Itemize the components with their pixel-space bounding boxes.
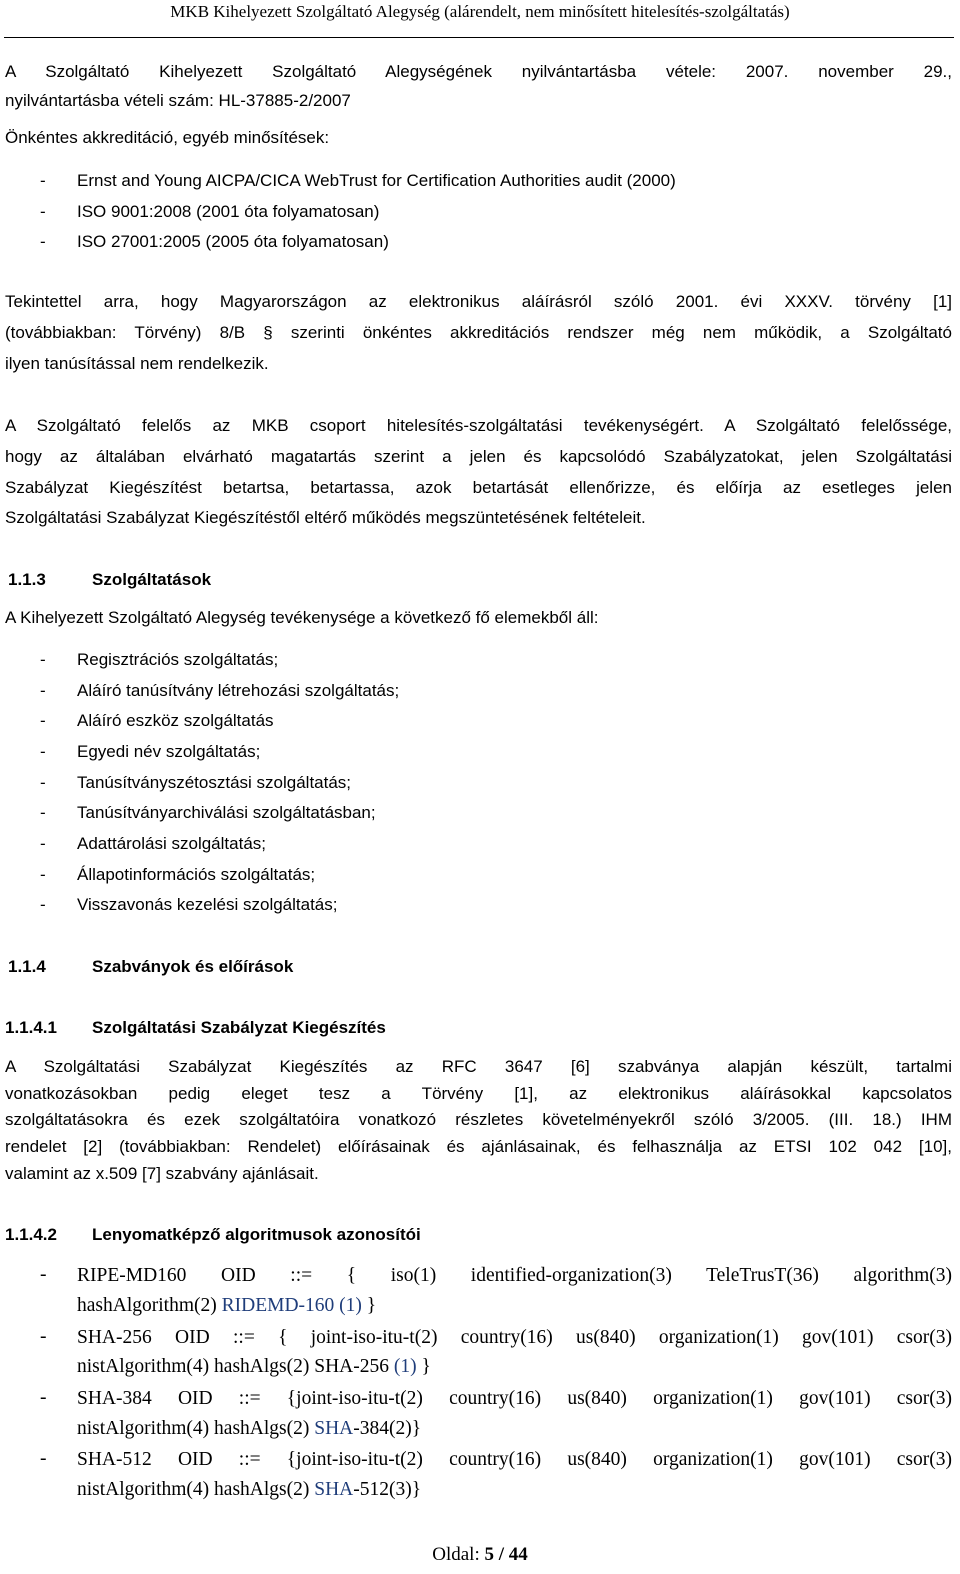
section-113-number: 1.1.3 xyxy=(8,570,46,589)
responsibility-paragraph-line-2: hogy az általában elvárható magatartás szerint a jelen és kapcsolódó Szabályzatokat, jelen Szolgáltatási xyxy=(5,447,952,466)
section-113-intro: A Kihelyezett Szolgáltató Alegység tevékenysége a következő fő elemekből áll: xyxy=(5,608,599,627)
section-1141-title: Szolgáltatási Szabályzat Kiegészítés xyxy=(92,1018,386,1037)
list-dash: - xyxy=(40,773,46,792)
page-footer xyxy=(0,1544,960,1566)
oid-name: SHA-256 xyxy=(77,1327,152,1348)
oid-highlight: SHA xyxy=(314,1479,354,1500)
section-114-number: 1.1.4 xyxy=(8,957,46,976)
oid-entry-line-1 xyxy=(77,1388,952,1410)
list-dash: - xyxy=(40,895,46,914)
list-dash: - xyxy=(40,171,46,190)
oid-path: nistAlgorithm(4) hashAlgs(2) SHA-256 xyxy=(77,1356,394,1377)
accreditation-item: Ernst and Young AICPA/CICA WebTrust for Certification Authorities audit (2000) xyxy=(77,171,676,190)
service-item: Tanúsítványszétosztási szolgáltatás; xyxy=(77,773,352,792)
oid-entry-line-1 xyxy=(77,1449,952,1471)
oid-highlight: RIDEMD-160 (1) xyxy=(221,1295,362,1316)
oid-entry-line-1 xyxy=(77,1265,952,1287)
list-dash: - xyxy=(40,232,46,251)
law-paragraph-line-1: Tekintettel arra, hogy Magyarországon az elektronikus aláírásról szóló 2001. évi XXXV. törvény [1] xyxy=(5,292,952,311)
oid-path: hashAlgorithm(2) xyxy=(77,1295,222,1316)
page-number: 5 / 44 xyxy=(484,1544,528,1565)
responsibility-paragraph-line-4: Szolgáltatási Szabályzat Kiegészítéstől eltérő működés megszüntetésének feltételeit. xyxy=(5,508,646,527)
list-dash: - xyxy=(40,1326,47,1347)
section-1141-line-2: vonatkozásokban pedig eleget tesz a Törvény [1], az elektronikus aláírásokkal kapcsolatos xyxy=(5,1084,952,1103)
intro-line-2: nyilvántartásba vételi szám: HL-37885-2/2007 xyxy=(5,91,351,110)
section-1141-line-4: rendelet [2] (továbbiakban: Rendelet) előírásainak és ajánlásainak, és felhasználja az ETSI 102 042 [10], xyxy=(5,1137,952,1156)
section-1142-number: 1.1.4.2 xyxy=(5,1225,57,1244)
list-dash: - xyxy=(40,1387,47,1408)
responsibility-paragraph-line-1: A Szolgáltató felelős az MKB csoport hitelesítés-szolgáltatási tevékenységért. A Szolgáltató felelőssége, xyxy=(5,416,952,435)
footer-label: Oldal: xyxy=(432,1544,480,1565)
list-dash: - xyxy=(40,202,46,221)
service-item: Állapotinformációs szolgáltatás; xyxy=(77,865,316,884)
list-dash: - xyxy=(40,865,46,884)
accreditation-heading: Önkéntes akkreditáció, egyéb minősítések: xyxy=(5,128,330,147)
oid-definition: OID ::= {joint-iso-itu-t(2) country(16) us(840) organization(1) gov(101) csor(3) xyxy=(177,1449,952,1470)
section-1142-title: Lenyomatképző algoritmusok azonosítói xyxy=(92,1225,421,1244)
section-1141-line-1: A Szolgáltatási Szabályzat Kiegészítés az RFC 3647 [6] szabványa alapján készült, tartalmi xyxy=(5,1057,952,1076)
law-paragraph-line-3: ilyen tanúsítással nem rendelkezik. xyxy=(5,354,269,373)
accreditation-item: ISO 9001:2008 (2001 óta folyamatosan) xyxy=(77,202,380,221)
intro-line-1: A Szolgáltató Kihelyezett Szolgáltató Alegységének nyilvántartásba vétele: 2007. november 29., xyxy=(5,62,952,81)
service-item: Tanúsítványarchiválási szolgáltatásban; xyxy=(77,803,376,822)
running-header: MKB Kihelyezett Szolgáltató Alegység (alárendelt, nem minősített hitelesítés-szolgáltatás) xyxy=(170,2,790,21)
section-1141-number: 1.1.4.1 xyxy=(5,1018,57,1037)
oid-entry-line-1 xyxy=(77,1327,952,1349)
oid-name: SHA-384 xyxy=(77,1388,152,1409)
oid-path: nistAlgorithm(4) hashAlgs(2) xyxy=(77,1479,315,1500)
service-item: Aláíró eszköz szolgáltatás xyxy=(77,711,274,730)
list-dash: - xyxy=(40,1448,47,1469)
responsibility-paragraph-line-3: Szabályzat Kiegészítést betartsa, betartassa, azok betartását ellenőrizze, és előírja az esetleges jelen xyxy=(5,478,952,497)
oid-definition: OID ::= { joint-iso-itu-t(2) country(16) us(840) organization(1) gov(101) csor(3) xyxy=(175,1327,952,1348)
oid-entry-line-2 xyxy=(77,1296,376,1316)
list-dash: - xyxy=(40,711,46,730)
list-dash: - xyxy=(40,681,46,700)
accreditation-item: ISO 27001:2005 (2005 óta folyamatosan) xyxy=(77,232,389,251)
service-item: Regisztrációs szolgáltatás; xyxy=(77,650,279,669)
oid-close: -384(2)} xyxy=(353,1418,422,1439)
service-item: Egyedi név szolgáltatás; xyxy=(77,742,261,761)
section-113-title: Szolgáltatások xyxy=(92,570,212,589)
service-item: Adattárolási szolgáltatás; xyxy=(77,834,266,853)
oid-definition: OID ::= {joint-iso-itu-t(2) country(16) us(840) organization(1) gov(101) csor(3) xyxy=(177,1388,952,1409)
list-dash: - xyxy=(40,1264,47,1285)
oid-entry-line-2 xyxy=(77,1480,421,1500)
law-paragraph-line-2: (továbbiakban: Törvény) 8/B § szerinti önkéntes akkreditációs rendszer még nem működik, a Szolgáltató xyxy=(5,323,952,342)
list-dash: - xyxy=(40,834,46,853)
oid-close: } xyxy=(416,1356,431,1377)
section-114-title: Szabványok és előírások xyxy=(92,957,294,976)
section-1141-line-3: szolgáltatásokra és ezek szolgáltatóira vonatkozó részletes követelményekről szóló 3/2005. (III. 18.) IHM xyxy=(5,1110,952,1129)
oid-highlight: SHA xyxy=(314,1418,354,1439)
service-item: Aláíró tanúsítvány létrehozási szolgáltatás; xyxy=(77,681,400,700)
section-1141-line-5: valamint az x.509 [7] szabvány ajánlásait. xyxy=(5,1164,319,1183)
oid-name: RIPE-MD160 xyxy=(77,1265,187,1286)
list-dash: - xyxy=(40,803,46,822)
service-item: Visszavonás kezelési szolgáltatás; xyxy=(77,895,338,914)
oid-path: nistAlgorithm(4) hashAlgs(2) xyxy=(77,1418,315,1439)
list-dash: - xyxy=(40,650,46,669)
oid-highlight: (1) xyxy=(393,1356,417,1377)
oid-entry-line-2 xyxy=(77,1419,421,1439)
oid-name: SHA-512 xyxy=(77,1449,152,1470)
oid-entry-line-2 xyxy=(77,1357,431,1377)
list-dash: - xyxy=(40,742,46,761)
header-divider xyxy=(4,37,954,38)
oid-close: } xyxy=(361,1295,377,1316)
oid-definition: OID ::= { iso(1) identified-organization(3) TeleTrusT(36) algorithm(3) xyxy=(221,1265,952,1286)
oid-close: -512(3)} xyxy=(353,1479,422,1500)
